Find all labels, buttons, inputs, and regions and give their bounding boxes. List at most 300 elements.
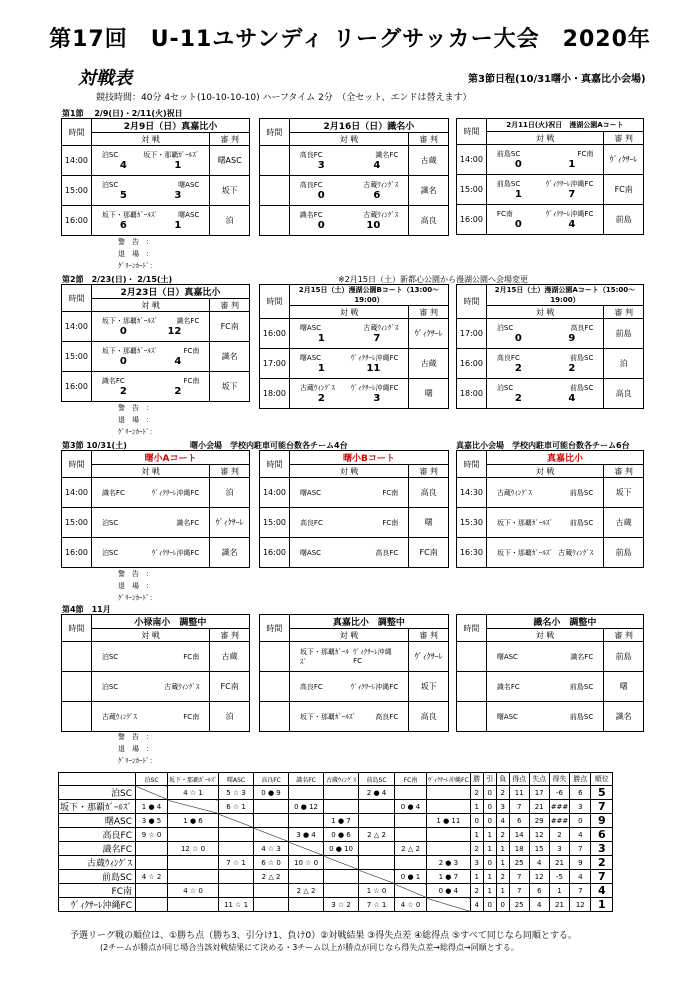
referee: 高良 <box>604 379 644 409</box>
ranking-tiebreak-note: (2チームが勝点が同じ場合当該対戦結果にて決める・3チーム以上が勝点が同じなら得失点差→総得点→同順とする。 <box>100 943 519 952</box>
match-group-table <box>456 118 644 235</box>
standings-cell: -5 <box>549 870 570 884</box>
standings-cell: 9 ☆ 0 <box>136 828 168 842</box>
match-group-table <box>259 118 449 236</box>
standings-cell: 7 <box>570 842 591 856</box>
match-cell <box>91 538 209 568</box>
match-score <box>487 393 603 404</box>
home-team: 前島SC <box>496 150 521 158</box>
away-score: 4 <box>373 160 381 171</box>
home-score: 0 <box>317 190 325 201</box>
away-team: 前島SC <box>569 488 594 497</box>
standings-cell: 21 <box>529 800 549 814</box>
standings-cell <box>254 800 289 814</box>
standings-col-header: 得点 <box>509 773 529 786</box>
referee: 坂下 <box>409 672 449 702</box>
match-cell <box>289 146 409 176</box>
away-team: 高良FC <box>375 712 399 721</box>
away-score: 1 <box>568 159 576 170</box>
standings-cell: 4 ☆ 1 <box>168 786 219 800</box>
match-teams <box>487 652 603 662</box>
referee: FC南 <box>409 538 449 568</box>
match-header: 対 戦 <box>486 306 603 319</box>
home-team: 坂下・那覇ｶﾞｰﾙｽﾞ <box>299 647 349 666</box>
away-team: 前島SC <box>569 682 594 691</box>
away-score: 11 <box>366 363 381 374</box>
match-teams <box>92 518 209 528</box>
standings-cell: 2 <box>470 786 483 800</box>
ref-header: 審 判 <box>409 133 449 146</box>
match-teams <box>92 210 209 220</box>
away-team: 古蔵ｳｨﾝｸﾞｽ <box>164 682 200 691</box>
match-cell <box>289 672 408 702</box>
match-score <box>487 159 603 170</box>
match-time: 15:00 <box>62 508 92 538</box>
home-team: 泊SC <box>101 181 119 189</box>
referee: FC南 <box>210 672 250 702</box>
group-title: 曙小Bコート <box>289 451 448 465</box>
referee: 高良 <box>409 478 449 508</box>
home-team: 識名FC <box>101 488 125 497</box>
match-cell <box>289 508 408 538</box>
standings-cell: 0 <box>483 898 496 912</box>
home-score: 2 <box>514 363 522 374</box>
standings-cell: 1 <box>483 828 496 842</box>
match-teams <box>290 353 408 363</box>
away-score: 2 <box>174 386 182 397</box>
away-team: 古蔵ｳｨﾝｸﾞｽ <box>558 548 594 557</box>
match-cell <box>91 176 209 206</box>
home-score: 6 <box>119 220 127 231</box>
home-score: 2 <box>317 393 325 404</box>
away-team: ｳﾞｨｸｻｰﾚ沖縄FC <box>545 210 594 218</box>
day3-schedule-header: 第3節日程(10/31曙小・真嘉比小会場) <box>468 74 646 85</box>
standings-cell: 0 <box>470 814 483 828</box>
standings-cell: 1 <box>483 870 496 884</box>
match-cell <box>486 145 603 175</box>
home-team: 古蔵ｳｨﾝｸﾞｽ <box>101 712 137 721</box>
match-header: 対 戦 <box>91 133 209 146</box>
standings-cell <box>359 800 395 814</box>
standings-cell: 3 ☆ 2 <box>324 898 359 912</box>
match-time: 16:00 <box>260 538 290 568</box>
standings-col-header: 勝点 <box>570 773 591 786</box>
standings-cell: 2 △ 2 <box>359 828 395 842</box>
standings-cell: 1 <box>483 842 496 856</box>
home-score: 2 <box>119 386 127 397</box>
match-time: 15:30 <box>457 508 487 538</box>
standings-cell <box>289 898 324 912</box>
standings-team-name: 高良FC <box>59 828 136 842</box>
match-cell <box>486 672 603 702</box>
referee: 泊 <box>210 206 250 236</box>
match-time: 18:00 <box>260 379 290 409</box>
match-cell <box>91 342 209 372</box>
group-title: 2月9日（日）真嘉比小 <box>91 119 249 133</box>
match-cell <box>486 538 603 568</box>
away-team: FC南 <box>577 150 594 158</box>
match-header: 対 戦 <box>91 299 209 312</box>
standings-cell: 7 <box>570 884 591 898</box>
away-team: 前島SC <box>570 384 594 392</box>
group-title: 2月11日(火)祝日 漫湖公園Aコート <box>486 119 643 132</box>
home-team: 曙ASC <box>299 324 322 332</box>
green-card-label: ｸﾞﾘｰﾝｶｰﾄﾞ： <box>118 262 157 270</box>
match-score <box>92 386 209 397</box>
match-teams <box>487 323 603 333</box>
ranking-rule: 予選リーグ戦の順位は、①勝ち点（勝ち3、引分け1、負け0）②対戦結果 ③得失点差 ④総得点 ⑤すべて同じなら同順とする。 <box>70 931 577 941</box>
standings-cell: 3 <box>496 800 509 814</box>
standings-cell <box>359 856 395 870</box>
standings-cell: 1 <box>549 884 570 898</box>
standings-cell: 6 <box>570 786 591 800</box>
standings-cell: 1 ☆ 0 <box>359 884 395 898</box>
match-time: 16:30 <box>457 538 487 568</box>
home-score: 0 <box>119 356 127 367</box>
away-score: 9 <box>568 333 576 344</box>
referee: ｳﾞｨｸｻｰﾚ <box>210 508 250 538</box>
match-teams <box>92 180 209 190</box>
away-team: ｳﾞｨｸｻｰﾚ沖縄FC <box>350 384 399 392</box>
section-2-warnings <box>118 402 157 438</box>
standings-cell: ### <box>549 800 570 814</box>
match-cell <box>91 508 209 538</box>
away-team: 識名FC <box>375 151 399 159</box>
home-score: 0 <box>514 219 522 230</box>
standings-cell: 2 <box>496 786 509 800</box>
match-cell <box>486 349 603 379</box>
match-cell <box>486 702 603 732</box>
standings-cell <box>136 842 168 856</box>
away-team: ｳﾞｨｸｻｰﾚ沖縄FC <box>350 682 399 691</box>
section-4-warnings <box>118 731 157 767</box>
standings-cell: 3 <box>570 800 591 814</box>
standings-cell <box>289 870 324 884</box>
standings-cell: 25 <box>509 898 529 912</box>
match-score <box>92 160 209 171</box>
match-time: 14:00 <box>457 145 487 175</box>
referee: 識名 <box>409 176 449 206</box>
home-team: 曙ASC <box>496 652 518 661</box>
home-team: 前島SC <box>496 180 521 188</box>
home-team: 古蔵ｳｨﾝｸﾞｽ <box>496 488 532 497</box>
ref-header: 審 判 <box>409 306 449 319</box>
home-team: 識名FC <box>101 377 125 385</box>
match-teams <box>290 682 408 692</box>
standings-col-header: FC南 <box>395 773 427 786</box>
match-time <box>260 206 290 236</box>
home-team: 高良FC <box>299 682 323 691</box>
match-teams <box>290 323 408 333</box>
referee: ｳﾞｨｸｻｰﾚ <box>604 145 644 175</box>
standings-cell <box>168 828 219 842</box>
standings-cell: 0 <box>483 786 496 800</box>
referee: 泊 <box>210 478 250 508</box>
away-score: 4 <box>568 219 576 230</box>
match-teams <box>487 488 603 498</box>
home-team: 泊SC <box>496 324 514 332</box>
match-score <box>92 220 209 231</box>
match-time: 15:00 <box>260 508 290 538</box>
referee: 前島 <box>604 642 644 672</box>
group-title: 真嘉比小 調整中 <box>289 615 448 629</box>
away-score: 2 <box>568 363 576 374</box>
match-teams <box>487 353 603 363</box>
referee: 泊 <box>210 702 250 732</box>
home-team: 泊SC <box>496 384 514 392</box>
standings-cell: 18 <box>509 842 529 856</box>
match-score <box>487 189 603 200</box>
match-teams <box>290 712 408 722</box>
match-time: 17:00 <box>260 349 290 379</box>
standings-cell: 3 ● 4 <box>289 828 324 842</box>
match-cell <box>486 205 603 235</box>
standings-cell: 3 <box>470 856 483 870</box>
standings-cell: 0 ● 10 <box>324 842 359 856</box>
match-cell <box>91 478 209 508</box>
standings-cell <box>324 884 359 898</box>
standings-row <box>59 786 613 800</box>
away-score: 1 <box>174 220 182 231</box>
standings-cell: 6 ☆ 0 <box>254 856 289 870</box>
match-score <box>290 393 408 404</box>
match-time <box>457 642 487 672</box>
home-score: 0 <box>514 333 522 344</box>
referee: 前島 <box>604 319 644 349</box>
match-time: 16:00 <box>260 319 290 349</box>
match-time: 15:00 <box>62 176 92 206</box>
match-teams <box>487 179 603 189</box>
standings-cell: 2 <box>549 828 570 842</box>
referee: FC南 <box>604 175 644 205</box>
match-time <box>457 672 487 702</box>
standings-cell <box>289 814 324 828</box>
match-header: 対 戦 <box>289 629 408 642</box>
home-team: 泊SC <box>101 518 119 527</box>
referee: 古蔵 <box>409 349 449 379</box>
away-team: FC南 <box>183 347 200 355</box>
standings-cell: 1 <box>483 884 496 898</box>
warning-label: 警 告 ： <box>118 733 153 741</box>
standings-cell <box>395 828 427 842</box>
standings-cell: -6 <box>549 786 570 800</box>
group-title: 2月16日（日）識名小 <box>289 119 448 133</box>
match-header: 対 戦 <box>486 629 603 642</box>
standings-col-header: 失点 <box>529 773 549 786</box>
standings-cell <box>254 898 289 912</box>
standings-team-name: 曙ASC <box>59 814 136 828</box>
standings-row <box>59 828 613 842</box>
standings-cell: 4 <box>470 898 483 912</box>
home-score: 0 <box>119 326 127 337</box>
standings-team-name: 坂下・那覇ｶﾞｰﾙｽﾞ <box>59 800 136 814</box>
home-score: 5 <box>119 190 127 201</box>
match-teams <box>487 209 603 219</box>
exit-label: 退 場 ： <box>118 745 153 753</box>
standings-cell <box>168 856 219 870</box>
standings-cell: 4 <box>570 828 591 842</box>
standings-cell <box>219 870 254 884</box>
standings-col-header: 識名FC <box>289 773 324 786</box>
standings-row <box>59 870 613 884</box>
home-team: 識名FC <box>496 682 520 691</box>
group-title: 小禄南小 調整中 <box>91 615 249 629</box>
away-team: 前島SC <box>570 354 594 362</box>
standings-cell: 7 ☆ 1 <box>359 898 395 912</box>
standings-cell: 4 <box>529 898 549 912</box>
match-header: 対 戦 <box>289 133 409 146</box>
standings-cell <box>395 814 427 828</box>
match-cell <box>486 319 603 349</box>
standings-team-name: 古蔵ｳｨﾝｸﾞｽ <box>59 856 136 870</box>
referee: 前島 <box>604 205 644 235</box>
standings-cell <box>168 898 219 912</box>
standings-cell: 0 ● 12 <box>289 800 324 814</box>
match-group-table <box>456 284 644 409</box>
away-team: FC南 <box>183 377 200 385</box>
standings-cell: 4 <box>496 814 509 828</box>
ref-header: 審 判 <box>210 629 250 642</box>
match-cell <box>289 206 409 236</box>
standings-cell <box>136 856 168 870</box>
standings-cell: 12 <box>570 898 591 912</box>
standings-cell: 15 <box>529 842 549 856</box>
section-2-label: 第2節 2/23(日)・ 2/15(土) <box>62 275 173 284</box>
away-score: 12 <box>167 326 182 337</box>
standings-row <box>59 884 613 898</box>
match-cell <box>91 642 209 672</box>
match-group-table <box>259 450 449 568</box>
match-time <box>62 672 92 702</box>
match-teams <box>487 518 603 528</box>
time-header: 時間 <box>62 285 92 312</box>
away-team: ｳﾞｨｸｻｰﾚ沖縄FC <box>151 548 200 557</box>
standings-cell: 6 ☆ 1 <box>219 800 254 814</box>
standings-cell: 6 <box>509 814 529 828</box>
ref-header: 審 判 <box>409 465 449 478</box>
away-team: ｳﾞｨｸｻｰﾚ沖縄FC <box>151 488 200 497</box>
standings-cell <box>427 786 471 800</box>
time-header: 時間 <box>260 451 290 478</box>
match-group-table <box>61 284 250 402</box>
standings-cell <box>427 828 471 842</box>
away-team: 古蔵ｳｨﾝｸﾞｽ <box>363 324 399 332</box>
standings-cell: 4 ☆ 0 <box>168 884 219 898</box>
standings-cell: 6 <box>529 884 549 898</box>
standings-cell <box>289 842 324 856</box>
match-score <box>290 333 408 344</box>
standings-cell: 4 ☆ 0 <box>395 898 427 912</box>
standings-cell <box>324 800 359 814</box>
standings-cell: 4 ☆ 2 <box>136 870 168 884</box>
standings-rank: 2 <box>591 856 613 870</box>
home-team: 古蔵ｳｨﾝｸﾞｽ <box>299 384 335 392</box>
group-title: 識名小 調整中 <box>486 615 643 629</box>
away-team: 曙ASC <box>178 181 200 189</box>
page-title: 第17回 U-11ユサンディ リーグサッカー大会 2020年 <box>49 27 651 52</box>
standings-row <box>59 800 613 814</box>
match-teams <box>92 376 209 386</box>
away-score: 3 <box>174 190 182 201</box>
section-1-label: 第1節 2/9(日)・2/11(火)祝日 <box>62 109 183 118</box>
green-card-label: ｸﾞﾘｰﾝｶｰﾄﾞ： <box>118 428 157 436</box>
match-cell <box>289 642 408 672</box>
match-cell <box>289 319 408 349</box>
standings-cell <box>136 898 168 912</box>
match-teams <box>92 316 209 326</box>
match-teams <box>290 488 408 498</box>
match-time <box>260 146 290 176</box>
green-card-label: ｸﾞﾘｰﾝｶｰﾄﾞ： <box>118 594 157 602</box>
match-group-table <box>61 118 250 236</box>
match-score <box>487 219 603 230</box>
match-teams <box>92 682 209 692</box>
standings-row <box>59 842 613 856</box>
away-team: 高良FC <box>570 324 594 332</box>
standings-team-name: 前島SC <box>59 870 136 884</box>
referee: 坂下 <box>210 372 250 402</box>
referee: 古蔵 <box>210 642 250 672</box>
warning-label: 警 告 ： <box>118 404 153 412</box>
warning-label: 警 告 ： <box>118 238 153 246</box>
standings-cell <box>427 842 471 856</box>
standings-col-header: 順位 <box>591 773 613 786</box>
standings-cell: 2 <box>496 828 509 842</box>
standings-cell: 0 <box>483 856 496 870</box>
match-time <box>457 702 487 732</box>
standings-cell <box>324 786 359 800</box>
standings-cell: 1 <box>496 842 509 856</box>
corner-cell <box>59 773 136 786</box>
home-team: FC南 <box>496 210 513 218</box>
away-team: 古蔵ｳｨﾝｸﾞｽ <box>363 181 399 189</box>
standings-col-header: 負 <box>496 773 509 786</box>
standings-cell: 0 <box>496 898 509 912</box>
match-teams <box>92 548 209 558</box>
match-score <box>92 190 209 201</box>
group-title: 2月15日（土）漫湖公園Aコート（15:00～19:00） <box>486 285 643 306</box>
match-cell <box>289 538 408 568</box>
standings-cell: 7 <box>509 870 529 884</box>
match-cell <box>289 702 408 732</box>
green-card-label: ｸﾞﾘｰﾝｶｰﾄﾞ： <box>118 757 157 765</box>
match-cell <box>289 176 409 206</box>
match-time: 14:00 <box>62 146 92 176</box>
standings-rank: 6 <box>591 828 613 842</box>
exit-label: 退 場 ： <box>118 416 153 424</box>
referee: 曙 <box>604 672 644 702</box>
standings-row <box>59 898 613 912</box>
match-score <box>487 363 603 374</box>
standings-cell: 1 <box>470 800 483 814</box>
time-header: 時間 <box>260 119 290 146</box>
match-teams <box>290 518 408 528</box>
home-score: 1 <box>514 189 522 200</box>
match-cell <box>289 349 408 379</box>
ref-header: 審 判 <box>604 629 644 642</box>
standings-cell: 0 ● 6 <box>324 828 359 842</box>
match-teams <box>290 210 409 220</box>
ref-header: 審 判 <box>604 465 644 478</box>
away-team: 前島SC <box>569 518 594 527</box>
referee: 曙 <box>409 508 449 538</box>
match-time: 15:00 <box>62 342 92 372</box>
home-score: 0 <box>514 159 522 170</box>
match-header: 対 戦 <box>289 465 408 478</box>
standings-cell: 2 ● 3 <box>427 856 471 870</box>
home-team: 泊SC <box>101 151 119 159</box>
home-team: 坂下・那覇ｶﾞｰﾙｽﾞ <box>101 347 158 355</box>
